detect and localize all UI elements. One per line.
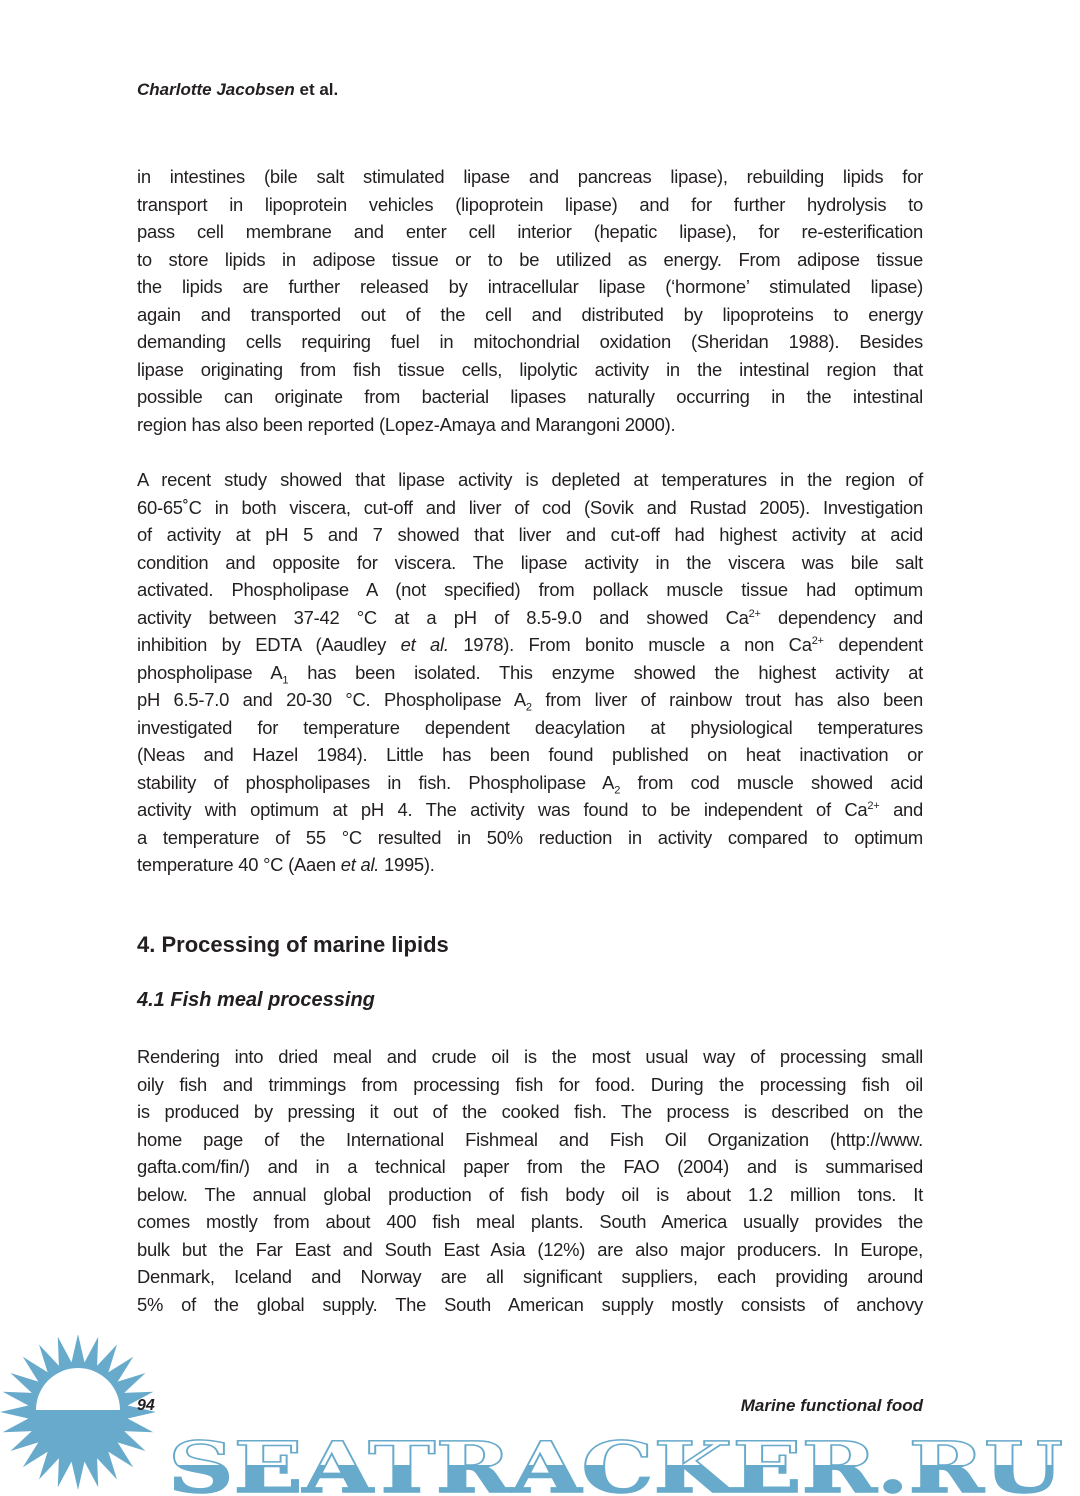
text-line [137,741,923,769]
text-line [137,1236,923,1264]
text-line [137,1291,923,1319]
text-line [137,246,923,274]
page-number: 94 [137,1397,155,1414]
text-segment: phospholipase A [137,661,283,683]
text-line [137,824,923,852]
text-segment: demanding cells requiring fuel in mitochondrial oxidation (Sheridan 1988). Besides [137,331,923,352]
text-segment: home page of the International Fishmeal and Fish Oil Organization (http://www. [137,1128,923,1150]
text-segment: oily fish and trimmings from processing fish for food. During the processing fish oil [137,1073,923,1095]
text-line [137,218,923,246]
text-segment: possible can originate from bacterial lipases naturally occurring in the intestinal [137,386,923,407]
text-segment: et al. [400,634,449,655]
text-segment: 1978). From bonito muscle a non Ca [448,634,812,655]
text-line [137,328,923,356]
text-line [137,1208,923,1236]
text-line [137,686,923,714]
running-head [137,80,338,100]
text-line [137,631,923,659]
text-segment: has been isolated. This enzyme showed the highest activity at [288,661,923,683]
paragraph-lipase-function [137,163,923,438]
text-line [137,521,923,549]
subsection-heading: 4.1 Fish meal processing [137,989,375,1011]
text-line [137,1153,923,1181]
text-line [137,549,923,577]
text-segment: from liver of rainbow trout has also been [531,689,924,710]
text-line [137,356,923,384]
text-segment: inhibition by EDTA (Aaudley [137,634,401,655]
text-segment: below. The annual global production of fish body oil is about 1.2 million tons. It [137,1183,923,1205]
text-segment: (Neas and Hazel 1984). Little has been found published on heat inactivation or [137,744,923,765]
text-segment: Rendering into dried meal and crude oil is the most usual way of processing small [137,1046,923,1067]
text-line [137,1071,923,1099]
text-segment: 1995). [379,854,435,875]
text-segment: dependency and [760,606,923,628]
text-line [137,494,923,522]
author-suffix: et al. [294,80,339,99]
text-segment: 60-65˚C in both viscera, cut-off and liver of cod (Sovik and Rustad 2005). Investigation [137,496,923,518]
text-segment: from cod muscle showed acid [620,771,924,793]
text-line [137,659,923,687]
text-line [137,851,923,879]
text-line [137,576,923,604]
sun-rays [0,1335,156,1490]
text-line [137,301,923,329]
watermark-text: SEATRACKER.RU [168,1426,1063,1496]
text-segment: Denmark, Iceland and Norway are all significant suppliers, each providing around [137,1266,923,1287]
text-segment: activated. Phospholipase A (not specified) from pollack muscle tissue had optimum [137,579,923,600]
text-line [137,411,923,439]
text-segment: 1 [282,674,289,687]
text-line [137,466,923,494]
text-segment: 2+ [748,607,761,620]
text-line [137,191,923,219]
book-title: Marine functional food [740,1396,923,1415]
author-name: Charlotte Jacobsen [137,80,295,99]
text-segment: and [879,799,924,820]
text-segment: temperature 40 °C (Aaen [137,854,341,875]
text-line [137,1126,923,1154]
text-segment: A recent study showed that lipase activity is depleted at temperatures in the region of [137,469,923,490]
sun-icon [0,1335,156,1490]
text-segment: a temperature of 55 °C resulted in 50% reduction in activity compared to optimum [137,826,923,848]
text-line [137,1263,923,1291]
text-segment: 2 [614,784,621,797]
text-segment: 5% of the global supply. The South American supply mostly consists of anchovy [137,1293,923,1315]
text-segment: stability of phospholipases in fish. Phospholipase A [137,771,615,793]
text-segment: pH 6.5-7.0 and 20-30 °C. Phospholipase A [137,689,526,710]
text-segment: comes mostly from about 400 fish meal plants. South America usually provides the [137,1211,923,1232]
text-segment: pass cell membrane and enter cell interior (hepatic lipase), for re-esterification [137,221,923,242]
section-heading: 4. Processing of marine lipids [137,932,449,957]
text-segment: 2 [525,701,532,714]
text-segment: is produced by pressing it out of the cooked fish. The process is described on the [137,1101,923,1122]
paragraph-lipase-activity [137,466,923,879]
text-line [137,273,923,301]
text-segment: et al. [340,854,380,875]
text-line [137,769,923,797]
text-segment: activity with optimum at pH 4. The activity was found to be independent of Ca [137,799,868,820]
text-segment: 2+ [867,799,880,812]
text-segment: region has also been reported (Lopez-Amaya and Marangoni 2000). [137,413,676,435]
text-line [137,383,923,411]
text-line [137,1043,923,1071]
text-segment: dependent [823,634,924,655]
text-line [137,604,923,632]
text-line [137,714,923,742]
text-line [137,796,923,824]
text-segment: of activity at pH 5 and 7 showed that liver and cut-off had highest activity at acid [137,524,923,545]
text-segment: again and transported out of the cell and distributed by lipoproteins to energy [137,303,923,325]
text-segment: to store lipids in adipose tissue or to be utilized as energy. From adipose tissue [137,248,923,270]
text-line [137,1181,923,1209]
text-segment: gafta.com/fin/) and in a technical paper from the FAO (2004) and is summarised [137,1156,923,1177]
text-segment: 2+ [811,634,824,647]
text-line [137,1098,923,1126]
text-segment: the lipids are further released by intracellular lipase (‘hormone’ stimulated lipase) [137,276,923,297]
text-segment: investigated for temperature dependent deacylation at physiological temperatures [137,716,923,738]
text-segment: lipase originating from fish tissue cells, lipolytic activity in the intestinal region that [137,358,923,380]
text-line [137,163,923,191]
text-segment: in intestines (bile salt stimulated lipase and pancreas lipase), rebuilding lipids for [137,166,923,187]
text-segment: activity between 37-42 °C at a pH of 8.5-9.0 and showed Ca [137,606,749,628]
paragraph-fish-meal [137,1043,923,1318]
text-segment: transport in lipoprotein vehicles (lipoprotein lipase) and for further hydrolysis to [137,193,923,215]
text-segment: condition and opposite for viscera. The lipase activity in the viscera was bile salt [137,551,923,573]
text-segment: bulk but the Far East and South East Asia (12%) are also major producers. In Europe, [137,1238,923,1260]
